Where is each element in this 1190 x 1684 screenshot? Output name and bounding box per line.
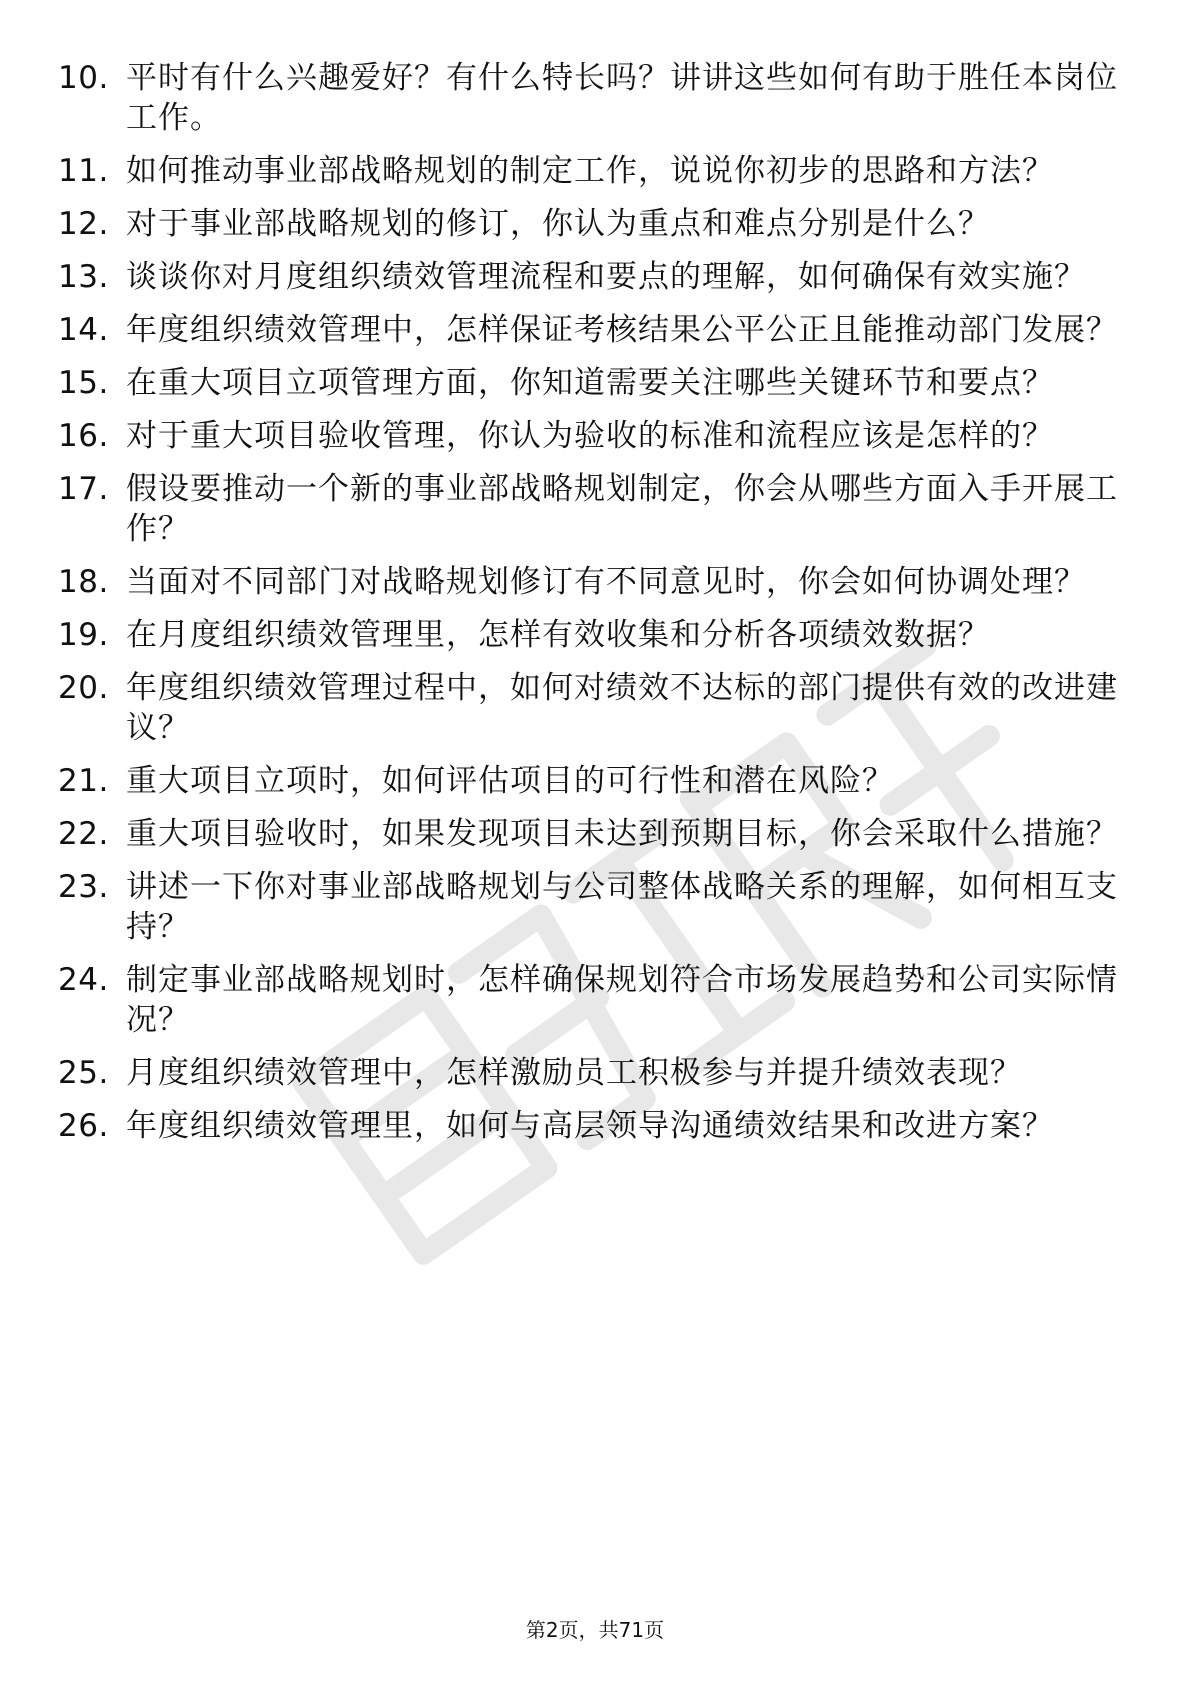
question-item bbox=[58, 761, 1118, 801]
question-item bbox=[58, 363, 1118, 403]
question-text: 假设要推动一个新的事业部战略规划制定，你会从哪些方面入手开展工作？ bbox=[126, 471, 1118, 547]
question-item bbox=[58, 668, 1118, 748]
question-text: 当面对不同部门对战略规划修订有不同意见时，你会如何协调处理？ bbox=[126, 564, 1086, 600]
question-number: 14. bbox=[58, 312, 109, 348]
question-item bbox=[58, 1053, 1118, 1093]
question-number: 24. bbox=[58, 962, 109, 998]
question-item bbox=[58, 151, 1118, 191]
question-text: 讲述一下你对事业部战略规划与公司整体战略关系的理解，如何相互支持？ bbox=[126, 869, 1118, 945]
question-number: 18. bbox=[58, 564, 109, 600]
question-text: 如何推动事业部战略规划的制定工作，说说你初步的思路和方法？ bbox=[126, 153, 1054, 189]
question-number: 20. bbox=[58, 670, 109, 706]
question-number: 16. bbox=[58, 418, 109, 454]
page-footer: 第2页，共71页 bbox=[525, 1618, 665, 1642]
question-item bbox=[58, 615, 1118, 655]
question-text: 平时有什么兴趣爱好？有什么特长吗？讲讲这些如何有助于胜任本岗位工作。 bbox=[126, 60, 1118, 136]
question-item bbox=[58, 257, 1118, 297]
question-number: 26. bbox=[58, 1108, 109, 1144]
question-number: 17. bbox=[58, 471, 109, 507]
question-number: 15. bbox=[58, 365, 109, 401]
question-text: 在重大项目立项管理方面，你知道需要关注哪些关键环节和要点？ bbox=[126, 365, 1054, 401]
question-number: 19. bbox=[58, 617, 109, 653]
question-number: 23. bbox=[58, 869, 109, 905]
question-text: 制定事业部战略规划时，怎样确保规划符合市场发展趋势和公司实际情况？ bbox=[126, 962, 1118, 1038]
question-number: 12. bbox=[58, 206, 109, 242]
question-number: 13. bbox=[58, 259, 109, 295]
question-item bbox=[58, 469, 1118, 549]
question-number: 22. bbox=[58, 816, 109, 852]
question-text: 重大项目验收时，如果发现项目未达到预期目标，你会采取什么措施？ bbox=[126, 816, 1118, 852]
question-item bbox=[58, 310, 1118, 350]
question-text: 在月度组织绩效管理里，怎样有效收集和分析各项绩效数据？ bbox=[126, 617, 990, 653]
question-number: 11. bbox=[58, 153, 109, 189]
question-item bbox=[58, 1106, 1118, 1146]
question-item bbox=[58, 867, 1118, 947]
question-number: 21. bbox=[58, 763, 109, 799]
question-text: 对于事业部战略规划的修订，你认为重点和难点分别是什么？ bbox=[126, 206, 990, 242]
question-text: 重大项目立项时，如何评估项目的可行性和潜在风险？ bbox=[126, 763, 894, 799]
question-item bbox=[58, 416, 1118, 456]
question-text: 谈谈你对月度组织绩效管理流程和要点的理解，如何确保有效实施？ bbox=[126, 259, 1086, 295]
question-item bbox=[58, 58, 1118, 138]
question-list bbox=[58, 58, 1118, 1159]
question-text: 年度组织绩效管理过程中，如何对绩效不达标的部门提供有效的改进建议？ bbox=[126, 670, 1118, 746]
question-text: 年度组织绩效管理里，如何与高层领导沟通绩效结果和改进方案？ bbox=[126, 1108, 1054, 1144]
question-number: 10. bbox=[58, 60, 109, 96]
question-text: 月度组织绩效管理中，怎样激励员工积极参与并提升绩效表现？ bbox=[126, 1055, 1022, 1091]
question-item bbox=[58, 204, 1118, 244]
question-number: 25. bbox=[58, 1055, 109, 1091]
question-text: 对于重大项目验收管理，你认为验收的标准和流程应该是怎样的？ bbox=[126, 418, 1054, 454]
question-item bbox=[58, 814, 1118, 854]
question-item bbox=[58, 960, 1118, 1040]
question-text: 年度组织绩效管理中，怎样保证考核结果公平公正且能推动部门发展？ bbox=[126, 312, 1118, 348]
question-item bbox=[58, 562, 1118, 602]
